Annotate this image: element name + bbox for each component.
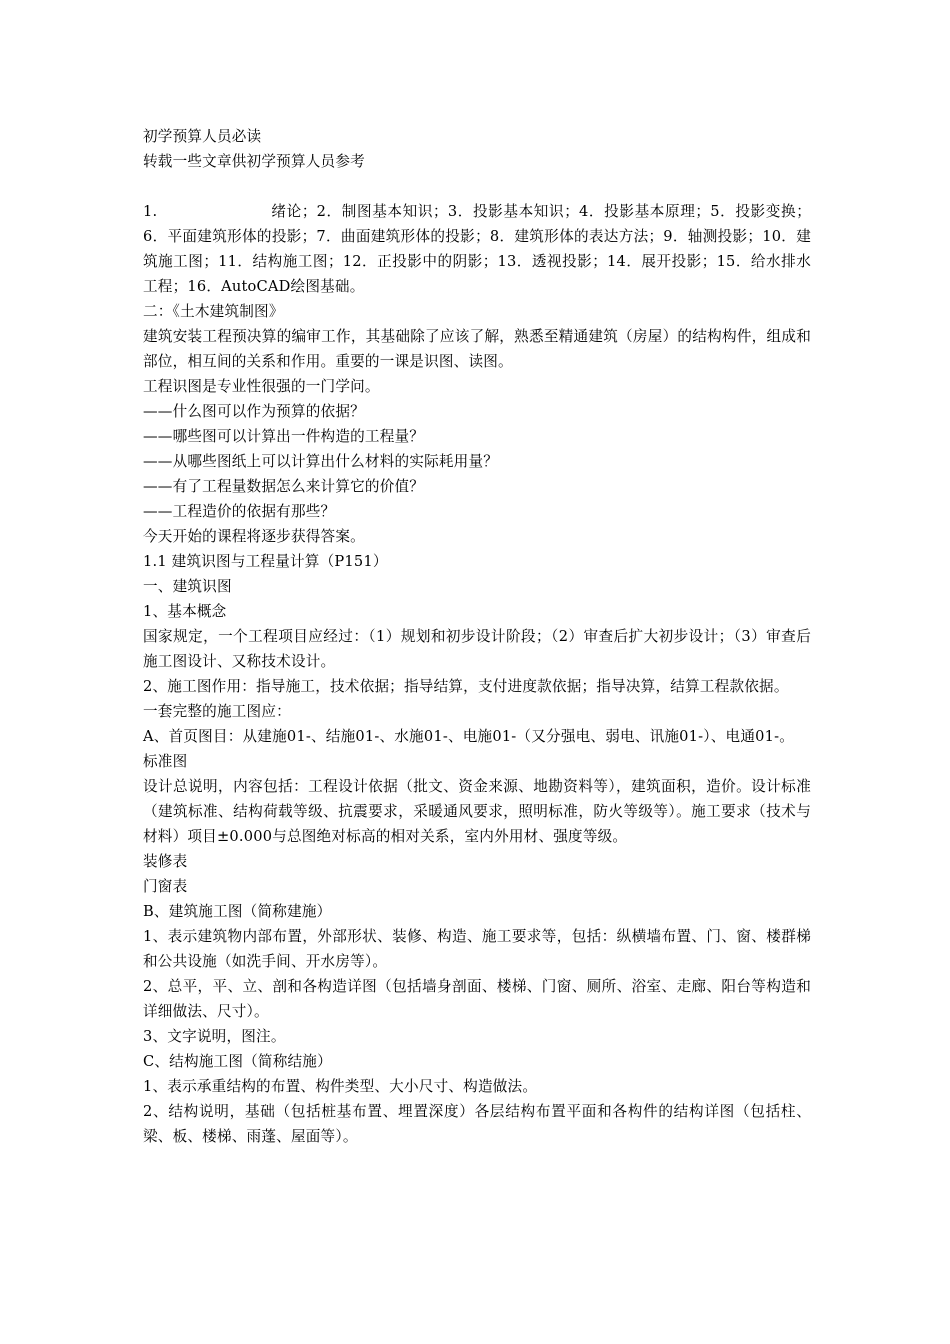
design-notes-paragraph: 设计总说明，内容包括：工程设计依据（批文、资金来源、地勘资料等），建筑面积，造价。设计标准（建筑标准、结构荷载等级、抗震要求，采暖通风要求，照明标准，防火等级等）。施工要求（技术与材料）项目±0.000与总图绝对标高的相对关系，室内外用材、强度等级。 — [143, 778, 811, 845]
toc-paragraph — [143, 199, 811, 299]
doc-subtitle: 转载一些文章供初学预算人员参考 — [143, 153, 365, 170]
item-c-heading: C、结构施工图（简称结施） — [143, 1053, 332, 1070]
question-item: ——工程造价的依据有那些？ — [143, 503, 336, 520]
toc-text: 绪论；2．制图基本知识；3．投影基本知识；4．投影基本原理；5．投影变换；6．平面建筑形体的投影；7．曲面建筑形体的投影；8．建筑形体的表达方法；9．轴测投影；10．建筑施工图；11．结构施工图；12．正投影中的阴影；13．透视投影；14．展开投影；15．给水排水工程；16．AutoCAD绘图基础。 — [143, 203, 811, 295]
question-item: ——什么图可以作为预算的依据？ — [143, 403, 365, 420]
intro-line: 工程识图是专业性很强的一门学问。 — [143, 378, 380, 395]
door-window-table-line: 门窗表 — [143, 878, 188, 895]
blank-line — [143, 174, 811, 199]
section-1-1-heading: 1.1 建筑识图与工程量计算（P151） — [143, 553, 388, 570]
state-regulation-paragraph: 国家规定，一个工程项目应经过：（1）规划和初步设计阶段；（2）审查后扩大初步设计；（3）审查后施工图设计、又称技术设计。 — [143, 628, 811, 670]
list-item: 2、总平，平、立、剖和各构造详图（包括墙身剖面、楼梯、门窗、厕所、浴室、走廊、阳台等构造和详细做法、尺寸）。 — [143, 978, 811, 1020]
question-item: ——有了工程量数据怎么来计算它的价值？ — [143, 478, 425, 495]
question-item: ——从哪些图纸上可以计算出什么材料的实际耗用量？ — [143, 453, 499, 470]
answer-line: 今天开始的课程将逐步获得答案。 — [143, 528, 365, 545]
list-item: 3、文字说明，图注。 — [143, 1028, 286, 1045]
list-item: 2、结构说明，基础（包括桩基布置、埋置深度）各层结构布置平面和各构件的结构详图（包括柱、梁、板、楼梯、雨蓬、屋面等）。 — [143, 1103, 811, 1145]
toc-number: 1. — [143, 203, 158, 220]
section-2-heading: 二：《土木建筑制图》 — [143, 303, 284, 320]
doc-title: 初学预算人员必读 — [143, 128, 262, 145]
basic-concept-heading: 1、基本概念 — [143, 603, 227, 620]
document-body — [143, 124, 811, 1149]
standard-drawing-line: 标准图 — [143, 753, 188, 770]
decoration-table-line: 装修表 — [143, 853, 188, 870]
full-set-line: 一套完整的施工图应： — [143, 703, 291, 720]
item-a-paragraph: A、首页图目：从建施01-、结施01-、水施01-、电施01-（又分强电、弱电、讯施01-）、电通01-。 — [143, 728, 795, 745]
item-b-heading: B、建筑施工图（简称建施） — [143, 903, 332, 920]
intro-paragraph: 建筑安装工程预决算的编审工作，其基础除了应该了解，熟悉至精通建筑（房屋）的结构构件，组成和部位，相互间的关系和作用。重要的一课是识图、读图。 — [143, 328, 811, 370]
list-item: 1、表示建筑物内部布置，外部形状、装修、构造、施工要求等，包括：纵横墙布置、门、窗、楼群梯和公共设施（如洗手间、开水房等）。 — [143, 928, 811, 970]
question-item: ——哪些图可以计算出一件构造的工程量？ — [143, 428, 425, 445]
section-a-heading: 一、建筑识图 — [143, 578, 232, 595]
list-item: 1、表示承重结构的布置、构件类型、大小尺寸、构造做法。 — [143, 1078, 538, 1095]
drawing-role-paragraph: 2、施工图作用：指导施工，技术依据；指导结算，支付进度款依据；指导决算，结算工程款依据。 — [143, 678, 789, 695]
